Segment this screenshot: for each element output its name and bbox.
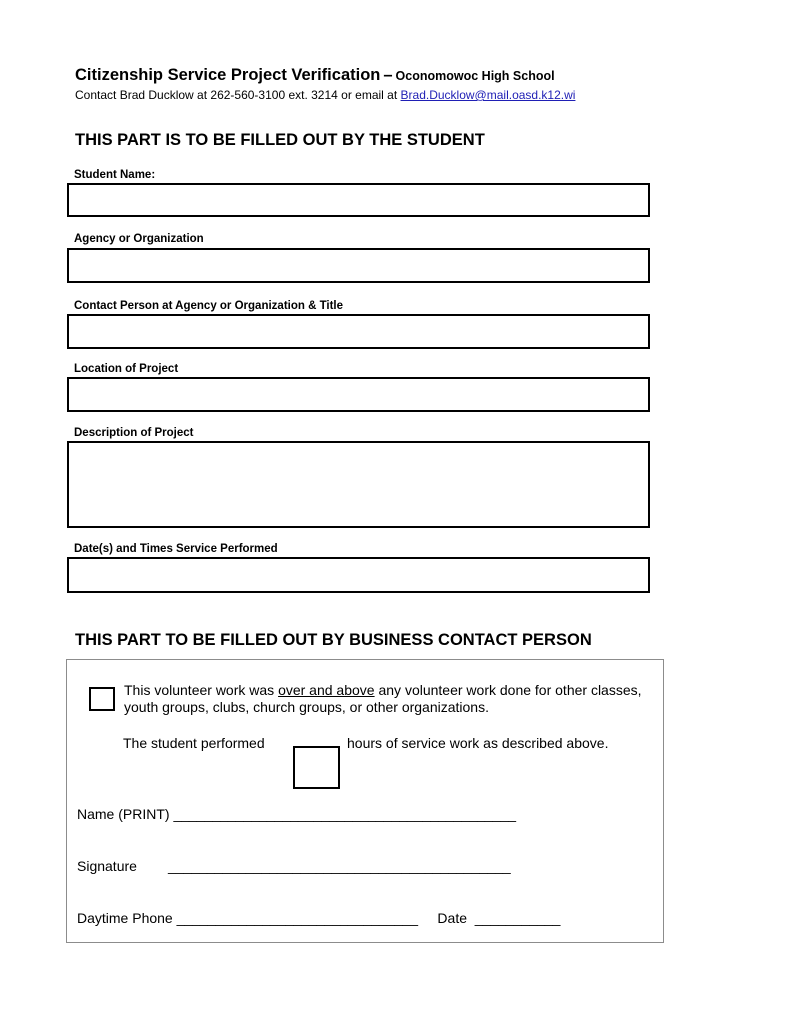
student-section-heading: THIS PART IS TO BE FILLED OUT BY THE STUDENT (75, 131, 485, 149)
name-print-line[interactable]: Name (PRINT) ____________________________________________ (77, 806, 517, 822)
contact-person-field[interactable] (67, 314, 650, 349)
location-label: Location of Project (74, 363, 179, 375)
contact-person-label: Contact Person at Agency or Organization & Title (74, 300, 344, 312)
business-section-heading: THIS PART TO BE FILLED OUT BY BUSINESS CONTACT PERSON (75, 631, 592, 649)
description-field[interactable] (67, 441, 650, 528)
student-name-label: Student Name: (74, 169, 156, 181)
agency-label: Agency or Organization (74, 233, 204, 245)
contact-email-link[interactable]: Brad.Ducklow@mail.oasd.k12.wi (400, 88, 576, 102)
dates-field[interactable] (67, 557, 650, 593)
title-text: Citizenship Service Project Verification (75, 66, 381, 84)
volunteer-text-before: This volunteer work was (124, 682, 279, 698)
title-dash: – (383, 66, 393, 84)
volunteer-statement (124, 682, 654, 716)
dates-label: Date(s) and Times Service Performed (74, 543, 278, 555)
school-name: Oconomowoc High School (395, 69, 555, 83)
agency-field[interactable] (67, 248, 650, 283)
description-label: Description of Project (74, 427, 194, 439)
location-field[interactable] (67, 377, 650, 412)
volunteer-text-emphasis: over and above (278, 682, 375, 698)
over-and-above-checkbox[interactable] (89, 687, 115, 711)
hours-label-before: The student performed (123, 735, 265, 751)
document-title (75, 66, 555, 85)
student-name-field[interactable] (67, 183, 650, 217)
hours-input[interactable] (293, 746, 340, 789)
hours-label-after: hours of service work as described above. (347, 735, 609, 751)
signature-line[interactable]: Signature ____________________________________________ (77, 858, 511, 874)
contact-text: Contact Brad Ducklow at 262-560-3100 ext. 3214 or email at (75, 88, 401, 102)
phone-date-line[interactable]: Daytime Phone _______________________________ Date ___________ (77, 910, 561, 926)
contact-info (75, 88, 575, 102)
volunteer-text-after: any volunteer work done for other classes, youth groups, clubs, church groups, or other organizations. (124, 682, 642, 715)
